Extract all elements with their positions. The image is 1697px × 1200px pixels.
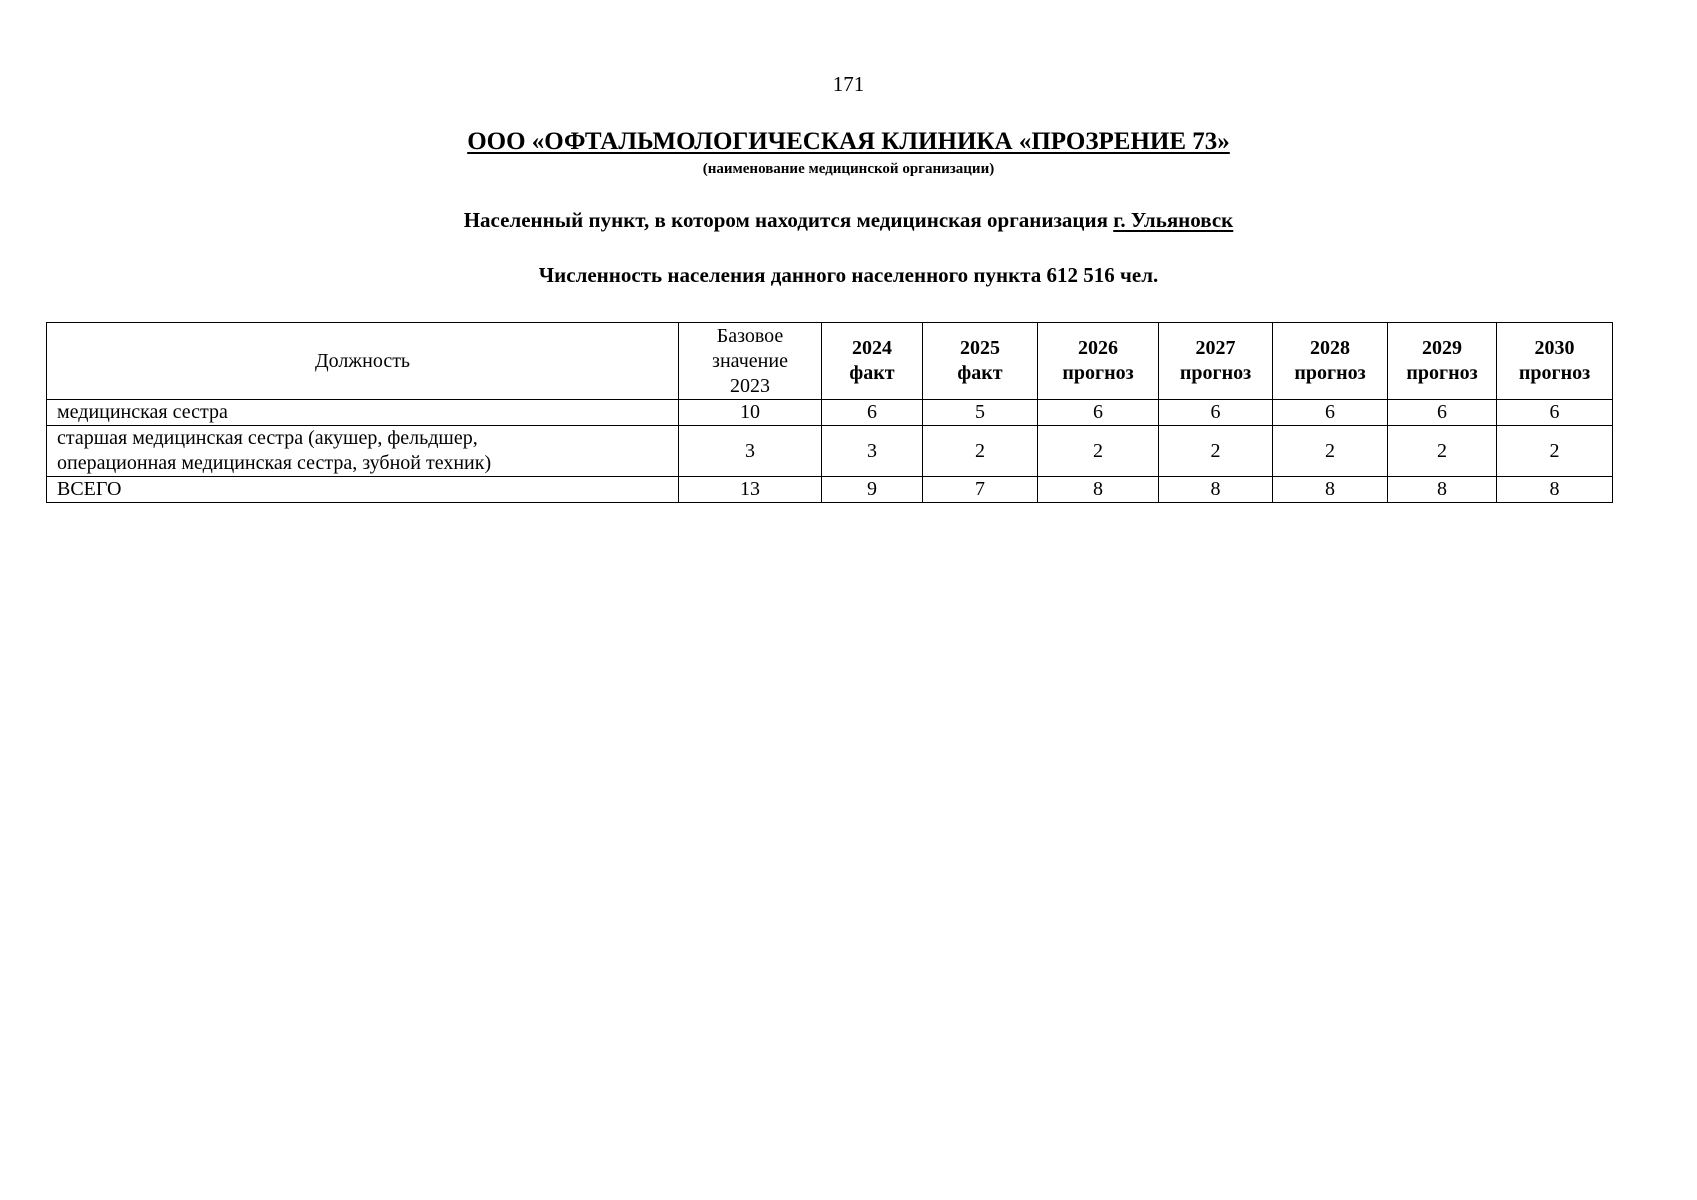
- value-cell-2030: 8: [1497, 477, 1613, 503]
- value-cell-2028: 6: [1273, 400, 1388, 426]
- header-2030: 2030 прогноз: [1497, 323, 1613, 400]
- value-cell-2025: 7: [923, 477, 1038, 503]
- value-cell-2027: 8: [1159, 477, 1273, 503]
- value-cell-2024: 3: [822, 426, 923, 477]
- header-base-2023: Базовое значение 2023: [679, 323, 822, 400]
- position-cell-total: ВСЕГО: [47, 477, 679, 503]
- locality-value: г. Ульяновск: [1113, 208, 1234, 232]
- position-cell: медицинская сестра: [47, 400, 679, 426]
- table-row-total: [47, 477, 1613, 503]
- organization-caption: (наименование медицинской организации): [702, 161, 995, 177]
- value-cell-base-2023: 10: [679, 400, 822, 426]
- organization-title: [0, 128, 1697, 156]
- value-cell-2029: 8: [1388, 477, 1497, 503]
- value-cell-2027: 6: [1159, 400, 1273, 426]
- value-cell-2029: 2: [1388, 426, 1497, 477]
- population-line: Численность населения данного населенного пункта 612 516 чел.: [538, 263, 1159, 287]
- value-cell-2024: 6: [822, 400, 923, 426]
- value-cell-2030: 2: [1497, 426, 1613, 477]
- value-cell-2025: 2: [923, 426, 1038, 477]
- value-cell-2024: 9: [822, 477, 923, 503]
- value-cell-2028: 2: [1273, 426, 1388, 477]
- table-row: [47, 426, 1613, 477]
- header-position: Должность: [47, 323, 679, 400]
- header-2029: 2029 прогноз: [1388, 323, 1497, 400]
- table-row: [47, 400, 1613, 426]
- position-cell: старшая медицинская сестра (акушер, фельдшер, операционная медицинская сестра, зубной техник): [47, 426, 679, 477]
- header-2028: 2028 прогноз: [1273, 323, 1388, 400]
- staff-table: [46, 322, 1613, 503]
- value-cell-base-2023: 3: [679, 426, 822, 477]
- value-cell-2029: 6: [1388, 400, 1497, 426]
- header-2027: 2027 прогноз: [1159, 323, 1273, 400]
- value-cell-base-2023: 13: [679, 477, 822, 503]
- value-cell-2026: 8: [1038, 477, 1159, 503]
- table-header-row: [47, 323, 1613, 400]
- header-2025: 2025 факт: [923, 323, 1038, 400]
- value-cell-2030: 6: [1497, 400, 1613, 426]
- value-cell-2027: 2: [1159, 426, 1273, 477]
- header-2024: 2024 факт: [822, 323, 923, 400]
- header-2026: 2026 прогноз: [1038, 323, 1159, 400]
- value-cell-2025: 5: [923, 400, 1038, 426]
- organization-name: ООО «ОФТАЛЬМОЛОГИЧЕСКАЯ КЛИНИКА «ПРОЗРЕНИЕ 73»: [467, 128, 1230, 155]
- value-cell-2026: 2: [1038, 426, 1159, 477]
- locality-line: [0, 208, 1697, 233]
- page-number: 171: [832, 72, 865, 96]
- value-cell-2028: 8: [1273, 477, 1388, 503]
- value-cell-2026: 6: [1038, 400, 1159, 426]
- locality-label: Населенный пункт, в котором находится медицинская организация: [463, 208, 1108, 232]
